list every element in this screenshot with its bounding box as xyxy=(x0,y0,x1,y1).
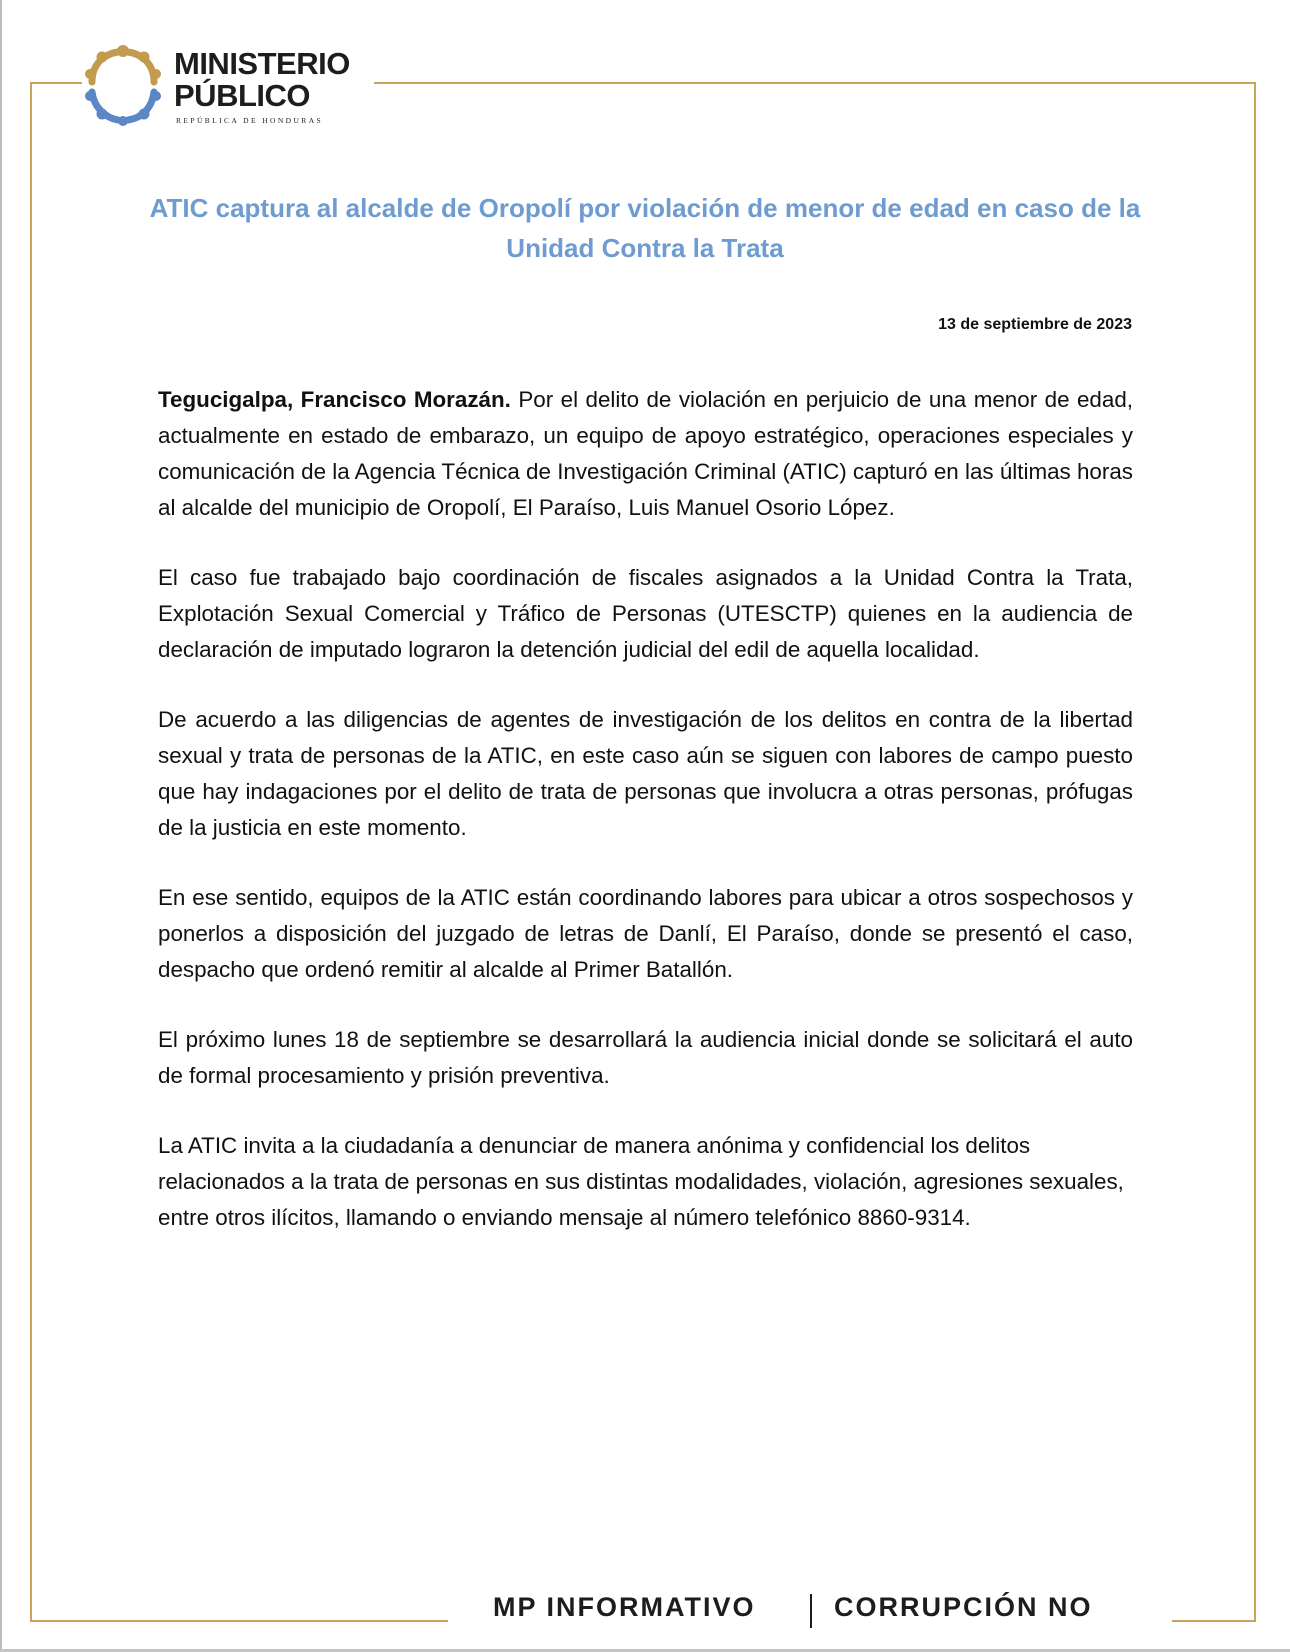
frame-top-right xyxy=(374,82,1256,84)
frame-top-left xyxy=(30,82,82,84)
footer-mp-informativo: MP INFORMATIVO xyxy=(493,1592,756,1622)
press-release-body xyxy=(158,382,1133,1270)
frame-bottom-right xyxy=(1172,1620,1256,1622)
people-circle-emblem-icon xyxy=(82,44,164,126)
dateline: Tegucigalpa, Francisco Morazán. xyxy=(158,387,511,412)
logo-subtitle: REPÚBLICA DE HONDURAS xyxy=(176,116,324,125)
frame-right xyxy=(1254,82,1256,1622)
footer-slogan xyxy=(448,1592,1172,1632)
page-edge xyxy=(0,0,2,1652)
paragraph-5: El próximo lunes 18 de septiembre se desarrollará la audiencia inicial donde se solicitará el auto de formal procesamiento y prisión preventiva. xyxy=(158,1027,1133,1088)
paragraph-1 xyxy=(158,382,1133,526)
logo-text-publico: PÚBLICO xyxy=(174,78,310,113)
ministerio-publico-logo xyxy=(82,44,382,130)
footer-corrupcion-no: CORRUPCIÓN NO xyxy=(834,1592,1093,1622)
frame-left xyxy=(30,82,32,1622)
logo-text-ministerio: MINISTERIO xyxy=(174,46,350,81)
paragraph-4: En ese sentido, equipos de la ATIC están coordinando labores para ubicar a otros sospechosos y ponerlos a disposición del juzgado de letras de Danlí, El Paraíso, donde se presentó el caso, despacho que ordenó remitir al alcalde al Primer Batallón. xyxy=(158,885,1133,982)
paragraph-2: El caso fue trabajado bajo coordinación de fiscales asignados a la Unidad Contra la Trata, Explotación Sexual Comercial y Tráfico de Personas (UTESCTP) quienes en la audiencia de declaración de imputado lograron la detención judicial del edil de aquella localidad. xyxy=(158,565,1133,662)
footer-divider xyxy=(810,1594,812,1628)
paragraph-1-text: Por el delito de violación en perjuicio de una menor de edad, actualmente en estado de embarazo, un equipo de apoyo estratégico, operaciones especiales y comunicación de la Agencia Técnica de Investigación Criminal (ATIC) capturó en las últimas horas al alcalde del municipio de Oropolí, El Paraíso, Luis Manuel Osorio López. xyxy=(158,387,1133,520)
paragraph-6: La ATIC invita a la ciudadanía a denunciar de manera anónima y confidencial los delitos relacionados a la trata de personas en sus distintas modalidades, violación, agresiones sexuales, entre otros ilícitos, llamando o enviando mensaje al número telefónico 8860-9314. xyxy=(158,1133,1124,1230)
press-release-title: ATIC captura al alcalde de Oropolí por violación de menor de edad en caso de la Unidad Contra la Trata xyxy=(149,193,1141,263)
release-date: 13 de septiembre de 2023 xyxy=(938,316,1132,333)
frame-bottom-left xyxy=(30,1620,448,1622)
paragraph-3: De acuerdo a las diligencias de agentes de investigación de los delitos en contra de la libertad sexual y trata de personas de la ATIC, en este caso aún se siguen con labores de campo puesto que hay indagaciones por el delito de trata de personas que involucra a otras personas, prófugas de la justicia en este momento. xyxy=(158,707,1133,840)
